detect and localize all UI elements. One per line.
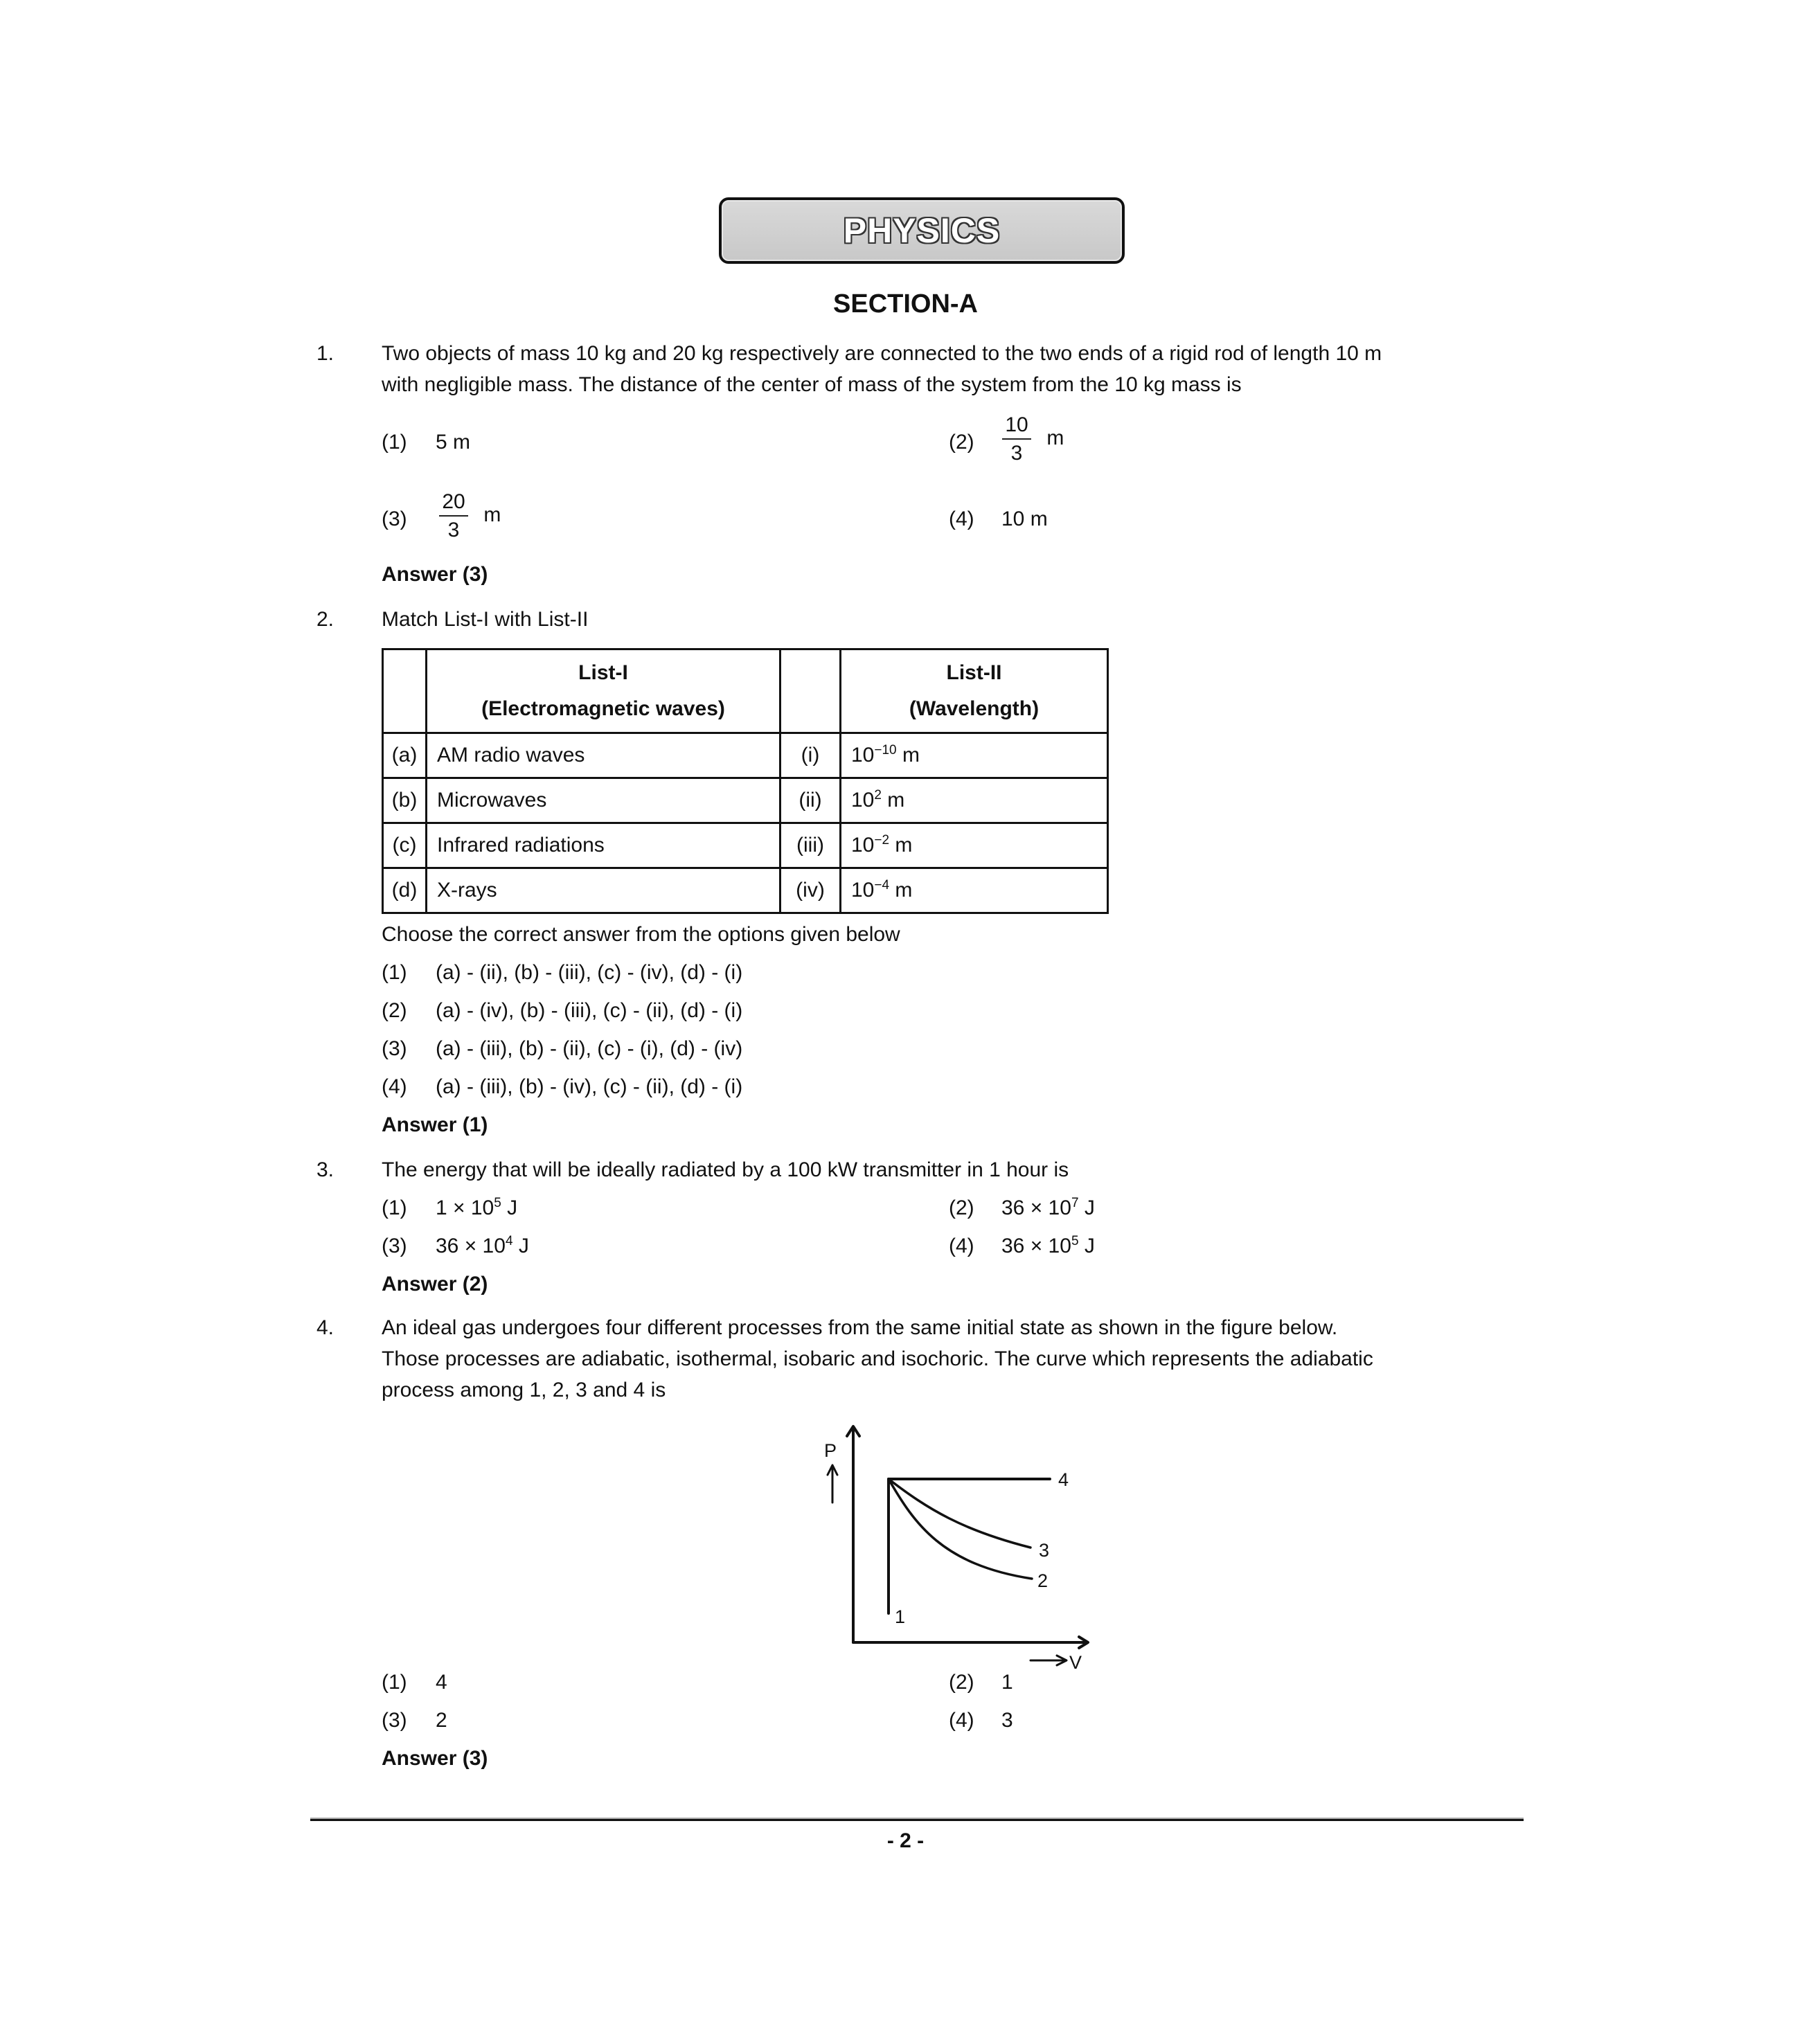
fraction-bar <box>1002 438 1031 440</box>
row-item: Infrared radiations <box>427 823 780 868</box>
option-fraction <box>1002 414 1064 465</box>
fraction-bar <box>439 515 468 517</box>
option-label: (2) <box>949 1196 974 1219</box>
option-unit: m <box>483 503 501 527</box>
row-item: AM radio waves <box>427 733 780 778</box>
option-value: $36 \times 10^4$ J <box>436 1234 529 1257</box>
answer-label: Answer (3) <box>382 563 488 586</box>
table-row <box>383 823 1108 868</box>
option-label: (1) <box>382 431 407 454</box>
option-value: 1 <box>1001 1671 1013 1694</box>
y-axis-label: P <box>824 1440 837 1461</box>
option-value: $36 \times 10^7$ J <box>1001 1196 1095 1219</box>
list2-title: List-II <box>946 661 1002 684</box>
question-text-line: Match List-I with List-II <box>382 608 589 631</box>
list1-subtitle: (Electromagnetic waves) <box>481 697 725 720</box>
option-label: (4) <box>949 508 974 530</box>
option-value: (a) - (ii), (b) - (iii), (c) - (iv), (d) - (i) <box>436 961 743 984</box>
option-value: $1 \times 10^5$ J <box>436 1196 518 1219</box>
row-wavelength: $10^{-2}$ m <box>841 823 1108 868</box>
question-text-line: Those processes are adiabatic, isothermal, isobaric and isochoric. The curve which represents the adiabatic <box>382 1347 1373 1370</box>
curve-label-3: 3 <box>1039 1540 1050 1561</box>
row-key: (i) <box>780 733 841 778</box>
question-prompt: Choose the correct answer from the options given below <box>382 923 900 946</box>
option-fraction <box>439 491 501 541</box>
table-row <box>383 778 1108 823</box>
fraction-numerator: 10 <box>1005 413 1028 436</box>
question-text-line: with negligible mass. The distance of the center of mass of the system from the 10 kg mass is <box>382 373 1242 396</box>
option-value: 5 m <box>436 431 471 454</box>
subject-title: PHYSICS <box>843 211 1001 250</box>
row-key: (ii) <box>780 778 841 823</box>
option-value: (a) - (iii), (b) - (iv), (c) - (ii), (d) - (i) <box>436 1075 743 1098</box>
table-row <box>383 868 1108 913</box>
option-unit: m <box>1046 427 1064 450</box>
match-table <box>382 648 1109 914</box>
option-label: (1) <box>382 1196 407 1219</box>
option-value: (a) - (iii), (b) - (ii), (c) - (i), (d) - (iv) <box>436 1037 743 1060</box>
question-text-line: Two objects of mass 10 kg and 20 kg respectively are connected to the two ends of a rigid rod of length 10 m <box>382 342 1382 365</box>
option-value: 2 <box>436 1709 447 1732</box>
option-value: $36 \times 10^5$ J <box>1001 1234 1095 1257</box>
question-text-line: The energy that will be ideally radiated by a 100 kW transmitter in 1 hour is <box>382 1158 1069 1181</box>
table-cell <box>383 649 427 733</box>
row-wavelength: $10^2$ m <box>841 778 1108 823</box>
subject-banner <box>719 197 1125 264</box>
row-wavelength: $10^{-4}$ m <box>841 868 1108 913</box>
list1-title: List-I <box>578 661 628 684</box>
table-header-list2 <box>841 649 1108 733</box>
footer-divider <box>310 1819 1524 1821</box>
question-number: 1. <box>316 342 334 365</box>
fraction-denominator: 3 <box>1010 442 1023 465</box>
list2-subtitle: (Wavelength) <box>909 697 1040 720</box>
option-value: 10 m <box>1001 508 1048 530</box>
x-axis-label: V <box>1069 1652 1082 1673</box>
option-value: (a) - (iv), (b) - (iii), (c) - (ii), (d) - (i) <box>436 999 743 1022</box>
option-label: (3) <box>382 1037 407 1060</box>
option-label: (3) <box>382 1709 407 1732</box>
answer-label: Answer (2) <box>382 1273 488 1296</box>
question-text-line: An ideal gas undergoes four different processes from the same initial state as shown in the figure below. <box>382 1316 1338 1339</box>
table-row <box>383 733 1108 778</box>
row-item: X-rays <box>427 868 780 913</box>
option-label: (2) <box>949 431 974 454</box>
row-key: (b) <box>383 778 427 823</box>
option-label: (2) <box>382 999 407 1022</box>
section-title: SECTION-A <box>833 289 978 319</box>
row-key: (iv) <box>780 868 841 913</box>
option-label: (4) <box>949 1235 974 1257</box>
question-number: 4. <box>316 1316 334 1339</box>
row-key: (iii) <box>780 823 841 868</box>
option-label: (3) <box>382 508 407 530</box>
option-label: (4) <box>382 1075 407 1098</box>
curve-label-4: 4 <box>1058 1469 1069 1490</box>
row-key: (c) <box>383 823 427 868</box>
table-header-row <box>383 649 1108 733</box>
option-value: 3 <box>1001 1709 1013 1732</box>
option-label: (1) <box>382 1671 407 1694</box>
curve-label-1: 1 <box>895 1606 906 1627</box>
row-key: (d) <box>383 868 427 913</box>
option-label: (1) <box>382 961 407 984</box>
fraction-numerator: 20 <box>442 490 465 513</box>
question-number: 2. <box>316 608 334 631</box>
table-header-list1 <box>427 649 780 733</box>
question-number: 3. <box>316 1158 334 1181</box>
fraction-denominator: 3 <box>447 519 460 541</box>
option-label: (3) <box>382 1235 407 1257</box>
option-label: (2) <box>949 1671 974 1694</box>
curve-label-2: 2 <box>1037 1570 1049 1591</box>
option-label: (4) <box>949 1709 974 1732</box>
row-key: (a) <box>383 733 427 778</box>
option-value: 4 <box>436 1671 447 1694</box>
answer-label: Answer (3) <box>382 1747 488 1770</box>
row-item: Microwaves <box>427 778 780 823</box>
row-wavelength: $10^{-10}$ m <box>841 733 1108 778</box>
page-number: - 2 - <box>886 1829 925 1852</box>
pv-diagram <box>796 1406 1108 1676</box>
question-text-line: process among 1, 2, 3 and 4 is <box>382 1379 666 1401</box>
answer-label: Answer (1) <box>382 1113 488 1136</box>
table-cell <box>780 649 841 733</box>
